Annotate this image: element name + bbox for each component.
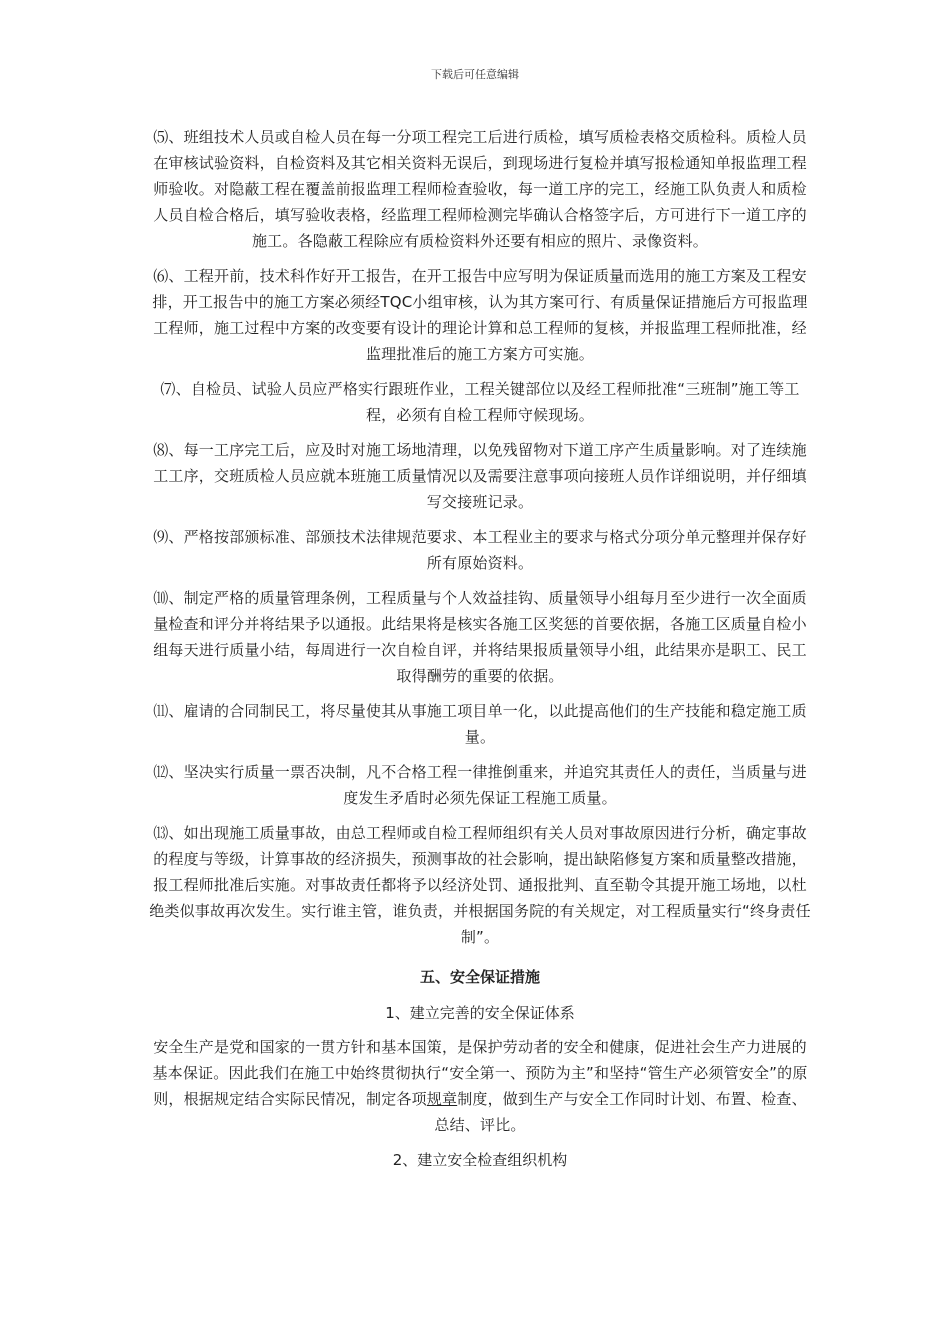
paragraph-10: ⑽、制定严格的质量管理条例，工程质量与个人效益挂钩、质量领导小组每月至少进行一次全面质量检查和评分并将结果予以通报。此结果将是核实各施工区奖惩的首要依据，各施工区质量自检小组每天进行质量小结，每周进行一次自检自评，并将结果报质量领导小组，此结果亦是职工、民工取得酬劳的重要的依据。: [153, 589, 807, 685]
paragraph-9: ⑼、严格按部颁标准、部颁技术法律规范要求、本工程业主的要求与格式分项分单元整理并保存好所有原始资料。: [153, 528, 807, 572]
paragraph-13: ⒀、如出现施工质量事故，由总工程师或自检工程师组织有关人员对事故原因进行分析，确定事故的程度与等级，计算事故的经济损失，预测事故的社会影响，提出缺陷修复方案和质量整改措施，报工程师批准后实施。对事故责任都将予以经济处罚、通报批判、直至勒令其提开施工场地，以杜绝类似事故再次发生。实行谁主管，谁负责，并根据国务院的有关规定，对工程质量实行“终身责任制”。: [149, 824, 811, 946]
section-title: 五、安全保证措施: [419, 968, 540, 986]
safety-text-before: 安全生产是党和国家的一贯方针和基本国策，是保护劳动者的安全和健康，促进社会生产力进展的基本保证。因此我们在施工中始终贯彻执行“安全第一、预防为主”和坚持“管生产必须管安全”的原则，根据规定结合实际民情况，制定各项: [152, 1038, 808, 1108]
subsection-title-1: 1、建立完善的安全保证体系: [385, 1004, 575, 1022]
paragraph-12: ⑿、坚决实行质量一票否决制，凡不合格工程一律推倒重来，并追究其责任人的责任，当质量与进度发生矛盾时必须先保证工程施工质量。: [153, 763, 807, 807]
subsection-title-2: 2、建立安全检查组织机构: [392, 1151, 568, 1169]
underlined-term: 规章: [426, 1090, 458, 1108]
paragraph-6: ⑹、工程开前，技术科作好开工报告，在开工报告中应写明为保证质量而选用的施工方案及工程安排，开工报告中的施工方案必须经TQC小组审核，认为其方案可行、有质量保证措施后方可报监理工程师，施工过程中方案的改变要有设计的理论计算和总工程师的复核，并报监理工程师批准，经监理批准后的施工方案方可实施。: [152, 267, 808, 363]
paragraph-5: ⑸、班组技术人员或自检人员在每一分项工程完工后进行质检，填写质检表格交质检科。质检人员在审核试验资料，自检资料及其它相关资料无误后，到现场进行复检并填写报检通知单报监理工程师验收。对隐蔽工程在覆盖前报监理工程师检查验收，每一道工序的完工，经施工队负责人和质检人员自检合格后，填写验收表格，经监理工程师检测完毕确认合格签字后，方可进行下一道工序的施工。各隐蔽工程除应有质检资料外还要有相应的照片、录像资料。: [153, 128, 807, 250]
paragraph-7: ⑺、自检员、试验人员应严格实行跟班作业，工程关键部位以及经工程师批准“三班制”施工等工程，必须有自检工程师守候现场。: [160, 380, 800, 424]
paragraph-11: ⑾、雇请的合同制民工，将尽量使其从事施工项目单一化，以此提高他们的生产技能和稳定施工质量。: [153, 702, 807, 746]
page-header: 下载后可任意编辑: [431, 68, 519, 81]
document-body: [148, 124, 812, 1181]
safety-text-after: 制度，做到生产与安全工作同时计划、布置、检查、总结、评比。: [434, 1090, 807, 1134]
paragraph-8: ⑻、每一工序完工后，应及时对施工场地清理，以免残留物对下道工序产生质量影响。对了连续施工工序，交班质检人员应就本班施工质量情况以及需要注意事项向接班人员作详细说明，并仔细填写交接班记录。: [153, 441, 807, 511]
safety-paragraph: [148, 1034, 812, 1138]
